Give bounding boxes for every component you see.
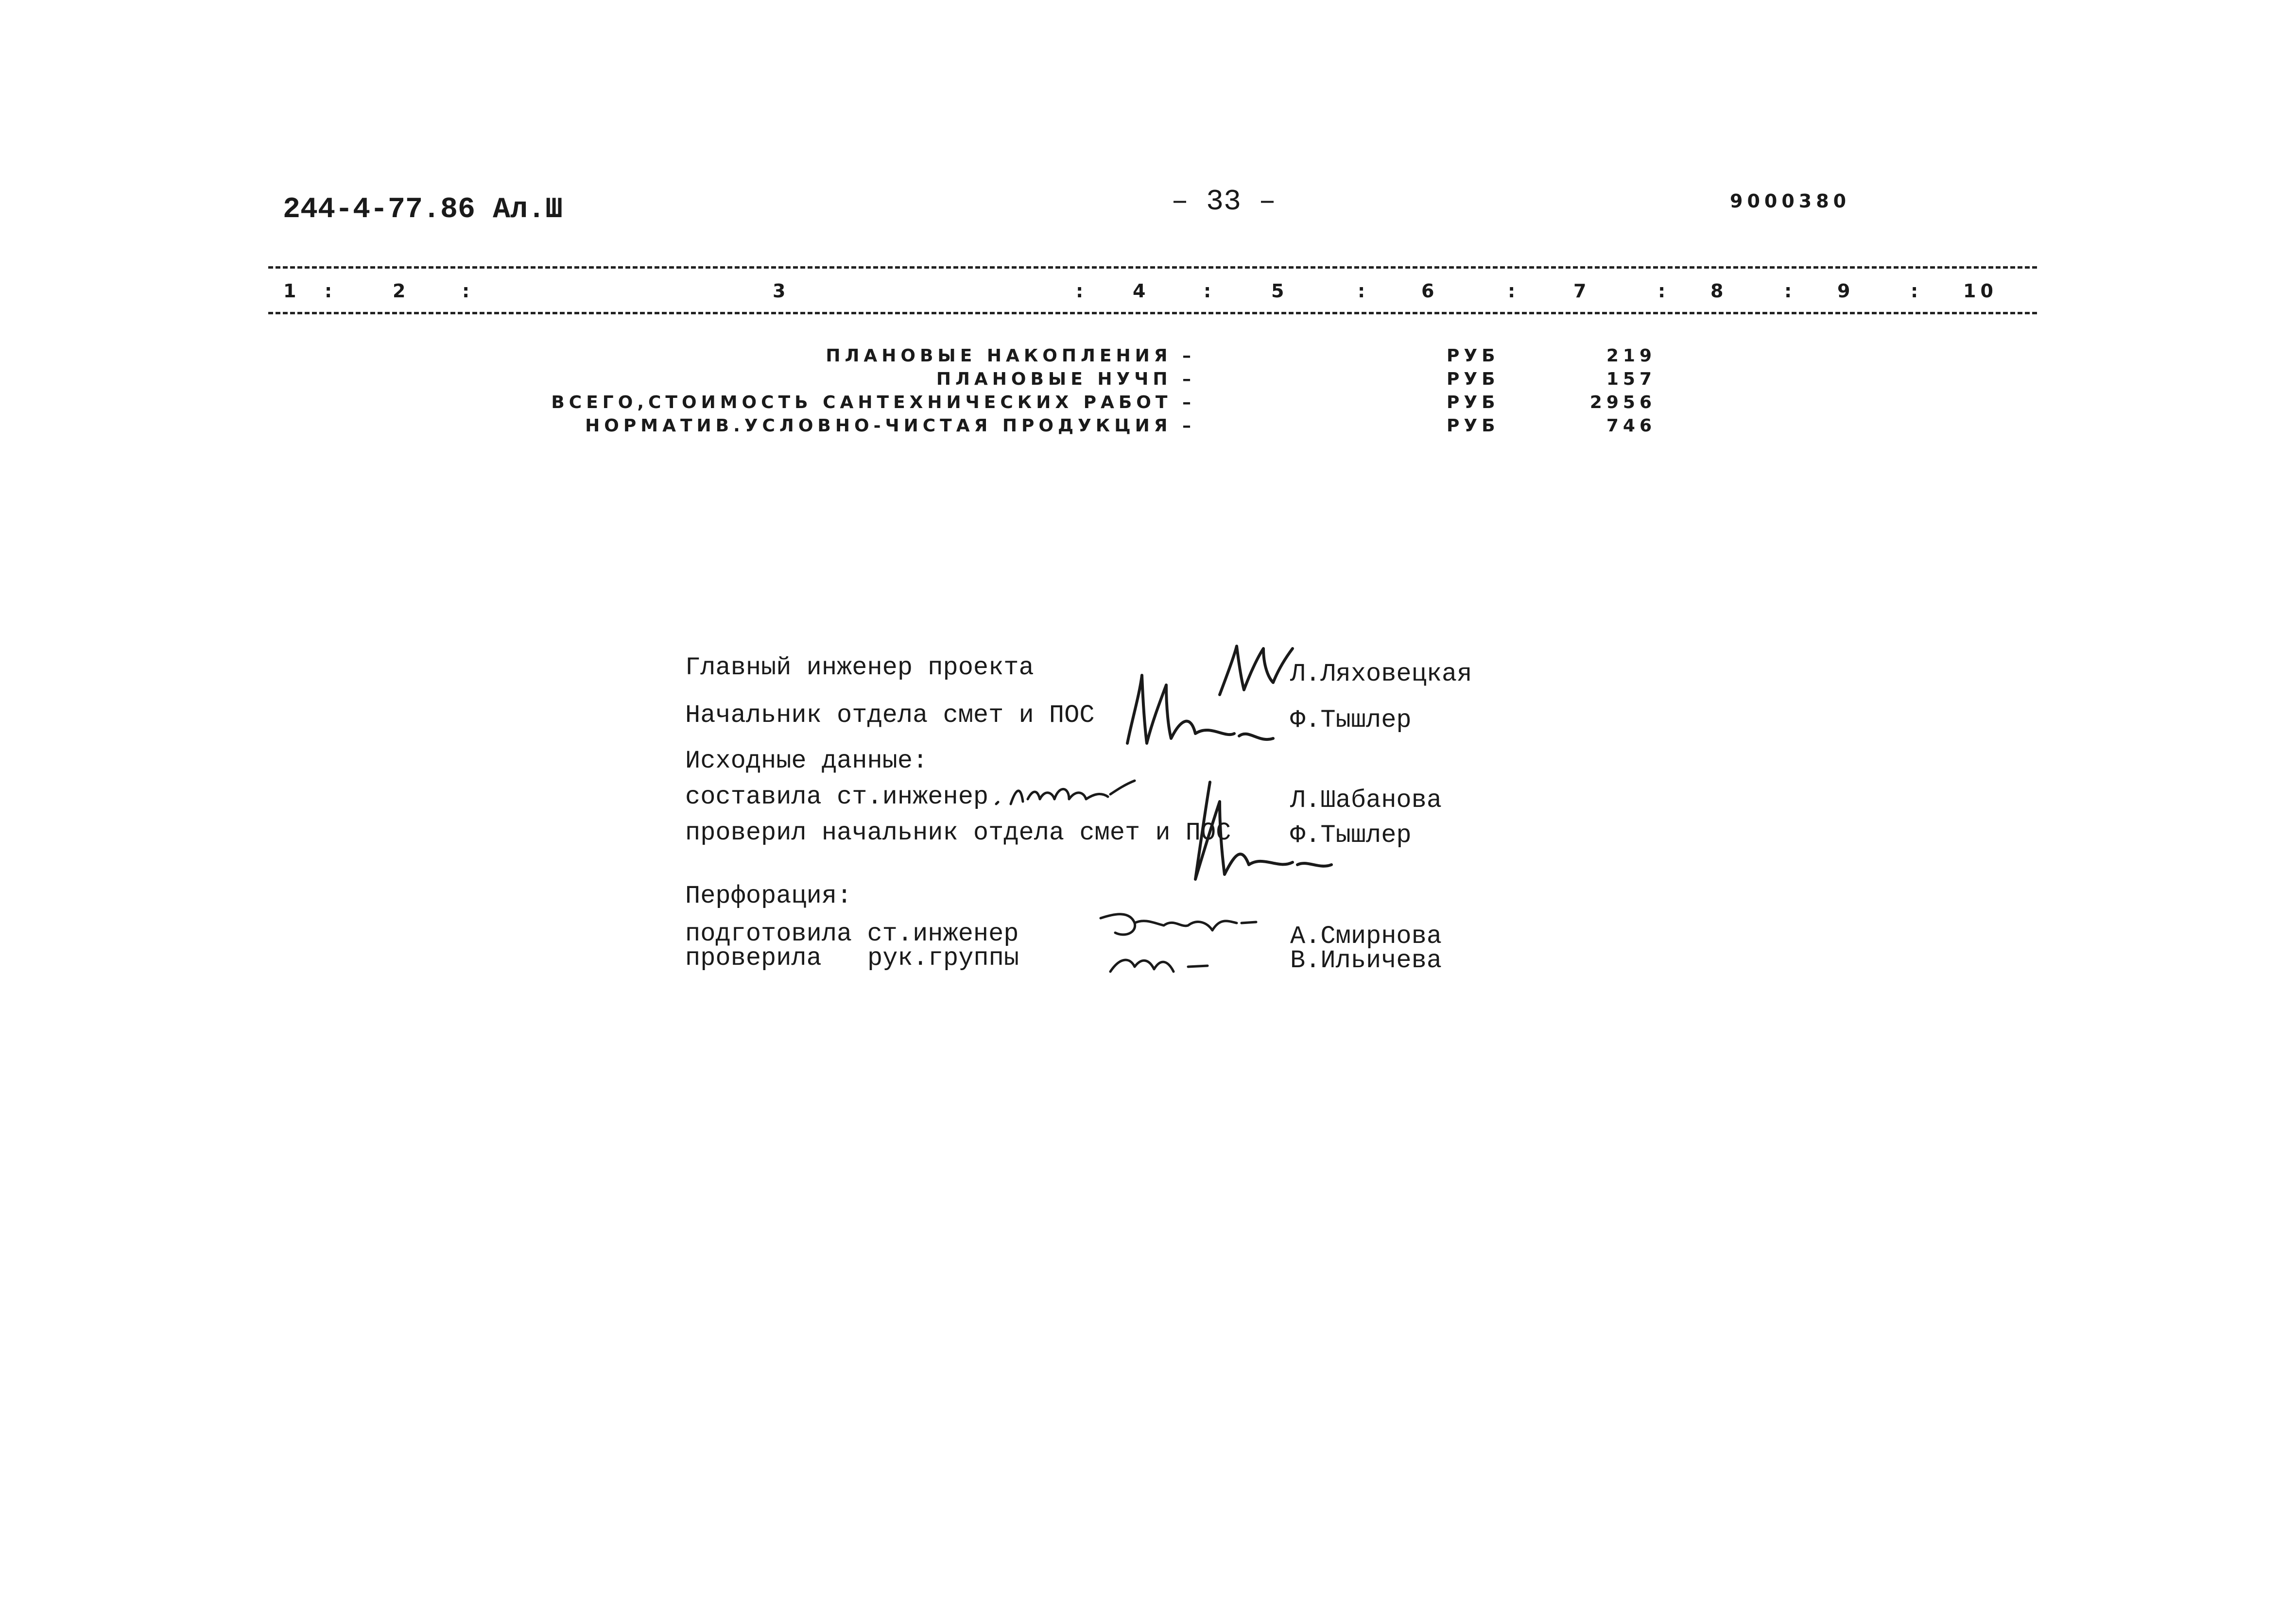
summary-value: 157 <box>1606 369 1656 389</box>
table-top-rule <box>268 266 2037 269</box>
perforation-signatures <box>1096 904 1261 986</box>
document-code: 244-4-77.86 Ал.Ш <box>283 193 563 226</box>
column-number: 4 <box>1133 280 1150 302</box>
column-separator: : <box>1784 280 1796 302</box>
verified-by-role: рук.группы <box>867 944 1019 973</box>
summary-label: ВСЕГО,СТОИМОСТЬ САНТЕХНИЧЕСКИХ РАБОТ – <box>551 393 1195 412</box>
column-separator: : <box>1508 280 1520 302</box>
column-number: 8 <box>1710 280 1728 302</box>
compiled-by-position: составила ст.инженер <box>685 783 989 811</box>
summary-label: НОРМАТИВ.УСЛОВНО-ЧИСТАЯ ПРОДУКЦИЯ – <box>585 416 1195 436</box>
department-head-name: Ф.Тышлер <box>1290 706 1412 735</box>
column-number: 10 <box>1963 280 1998 302</box>
department-head-position: Начальник отдела смет и ПОС <box>685 701 1095 730</box>
chief-engineer-position: Главный инженер проекта <box>685 653 1034 682</box>
verified-by-name: В.Ильичева <box>1290 946 1442 975</box>
summary-value: 219 <box>1606 346 1656 366</box>
summary-label: ПЛАНОВЫЕ НАКОПЛЕНИЯ – <box>826 346 1195 366</box>
checked-by-name: Ф.Тышлер <box>1290 821 1412 850</box>
column-number: 6 <box>1421 280 1439 302</box>
column-separator: : <box>1204 280 1216 302</box>
column-separator: : <box>325 280 337 302</box>
compiled-by-signature <box>991 775 1137 814</box>
compiled-by-name: Л.Шабанова <box>1290 786 1442 815</box>
chief-engineer-name: Л.Ляховецкая <box>1290 660 1472 688</box>
checked-by-signature <box>1181 772 1336 889</box>
summary-unit: РУБ <box>1447 393 1500 412</box>
summary-label: ПЛАНОВЫЕ НУЧП – <box>936 369 1195 389</box>
source-data-heading: Исходные данные: <box>685 747 928 775</box>
column-separator: : <box>1911 280 1923 302</box>
column-separator: : <box>462 280 474 302</box>
column-separator: : <box>1658 280 1670 302</box>
prepared-by-position: подготовила ст.инженер <box>685 920 1019 948</box>
archive-number: 9000380 <box>1730 190 1851 212</box>
summary-unit: РУБ <box>1447 369 1500 389</box>
page-number: – 33 – <box>1171 186 1277 219</box>
summary-unit: РУБ <box>1447 346 1500 366</box>
verified-by-position: проверила <box>685 944 822 973</box>
table-bottom-rule <box>268 312 2037 314</box>
column-number: 9 <box>1837 280 1855 302</box>
column-separator: : <box>1076 280 1088 302</box>
summary-unit: РУБ <box>1447 416 1500 436</box>
column-number: 5 <box>1271 280 1289 302</box>
department-head-signature <box>1113 666 1288 753</box>
column-number: 1 <box>283 280 301 302</box>
column-number: 7 <box>1573 280 1591 302</box>
summary-value: 746 <box>1606 416 1656 436</box>
perforation-heading: Перфорация: <box>685 882 852 910</box>
column-number: 3 <box>773 280 790 302</box>
column-separator: : <box>1358 280 1370 302</box>
summary-value: 2956 <box>1589 393 1656 412</box>
checked-by-position: проверил начальник отдела смет и ПОС <box>685 819 1231 847</box>
prepared-by-name: А.Смирнова <box>1290 922 1442 951</box>
column-number: 2 <box>393 280 410 302</box>
